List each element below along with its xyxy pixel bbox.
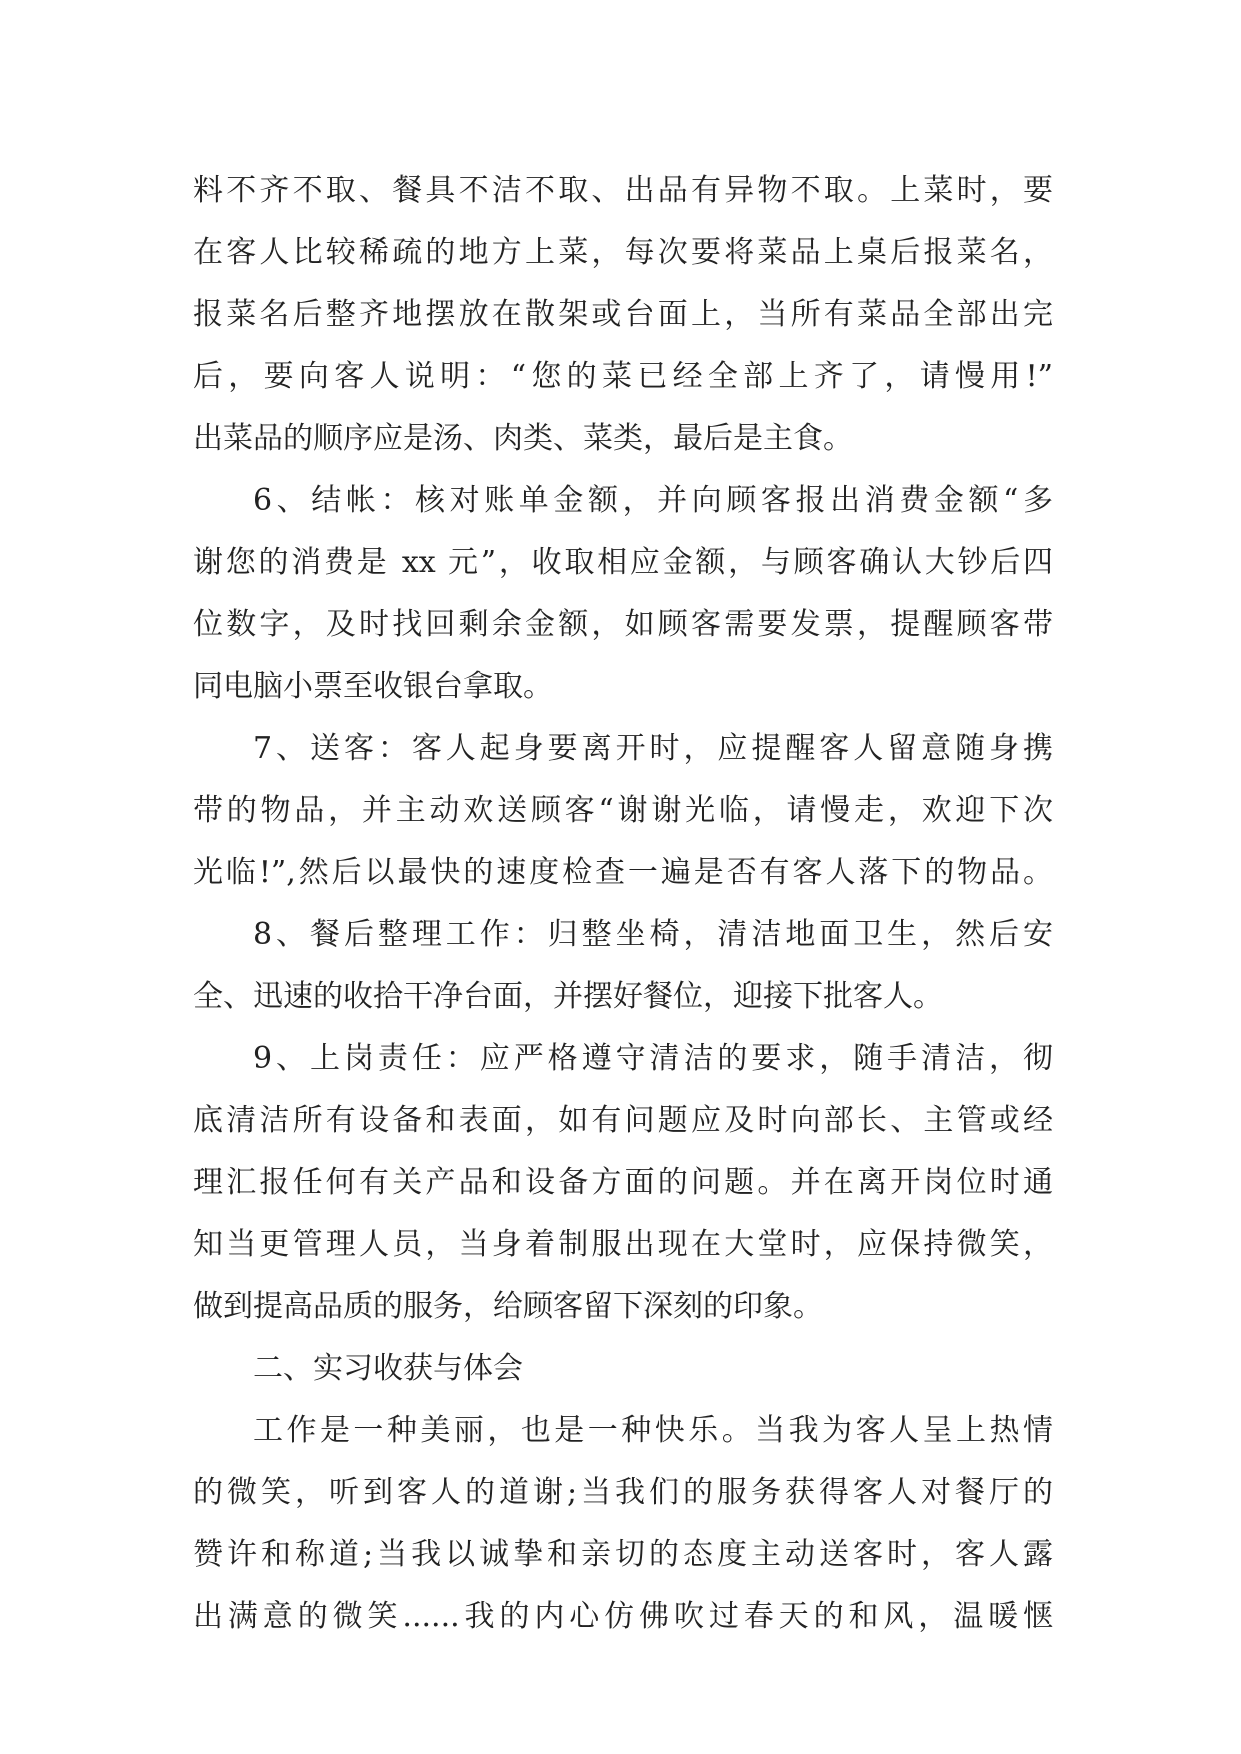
text-line: 后，要向客人说明：“您的菜已经全部上齐了，请慢用!” bbox=[193, 359, 1053, 394]
section-heading: 二、实习收获与体会 bbox=[253, 1351, 523, 1386]
text-line: 带的物品，并主动欢送顾客“谢谢光临，请慢走，欢迎下次 bbox=[193, 793, 1053, 828]
paragraph-start-reflection: 工作是一种美丽，也是一种快乐。当我为客人呈上热情 bbox=[253, 1413, 1053, 1448]
text-line: 位数字，及时找回剩余金额，如顾客需要发票，提醒顾客带 bbox=[193, 607, 1053, 642]
text-line: 理汇报任何有关产品和设备方面的问题。并在离开岗位时通 bbox=[193, 1165, 1053, 1200]
text-line: 同电脑小票至收银台拿取。 bbox=[193, 669, 553, 704]
text-line: 全、迅速的收拾干净台面，并摆好餐位，迎接下批客人。 bbox=[193, 979, 943, 1014]
paragraph-start-cleanup: 8、餐后整理工作：归整坐椅，清洁地面卫生，然后安 bbox=[253, 917, 1053, 952]
text-line: 的微笑，听到客人的道谢;当我们的服务获得客人对餐厅的 bbox=[193, 1475, 1053, 1510]
paragraph-start-duty: 9、上岗责任：应严格遵守清洁的要求，随手清洁，彻 bbox=[253, 1041, 1053, 1076]
paragraph-start-checkout: 6、结帐：核对账单金额，并向顾客报出消费金额“多 bbox=[253, 483, 1053, 518]
text-line: 谢您的消费是 xx 元”，收取相应金额，与顾客确认大钞后四 bbox=[193, 545, 1053, 580]
text-line: 知当更管理人员，当身着制服出现在大堂时，应保持微笑， bbox=[193, 1227, 1053, 1262]
text-line: 出满意的微笑......我的内心仿佛吹过春天的和风，温暖惬 bbox=[193, 1599, 1053, 1634]
text-line: 做到提高品质的服务，给顾客留下深刻的印象。 bbox=[193, 1289, 823, 1324]
document-body bbox=[193, 160, 1053, 1648]
text-line: 出菜品的顺序应是汤、肉类、菜类，最后是主食。 bbox=[193, 421, 853, 456]
text-line: 底清洁所有设备和表面，如有问题应及时向部长、主管或经 bbox=[193, 1103, 1053, 1138]
text-line: 光临!”,然后以最快的速度检查一遍是否有客人落下的物品。 bbox=[193, 855, 1053, 890]
text-line: 在客人比较稀疏的地方上菜，每次要将菜品上桌后报菜名， bbox=[193, 235, 1053, 270]
paragraph-start-farewell: 7、送客：客人起身要离开时，应提醒客人留意随身携 bbox=[253, 731, 1053, 766]
text-line: 报菜名后整齐地摆放在散架或台面上，当所有菜品全部出完 bbox=[193, 297, 1053, 332]
text-line: 料不齐不取、餐具不洁不取、出品有异物不取。上菜时，要 bbox=[193, 173, 1053, 208]
text-line: 赞许和称道;当我以诚挚和亲切的态度主动送客时，客人露 bbox=[193, 1537, 1053, 1572]
